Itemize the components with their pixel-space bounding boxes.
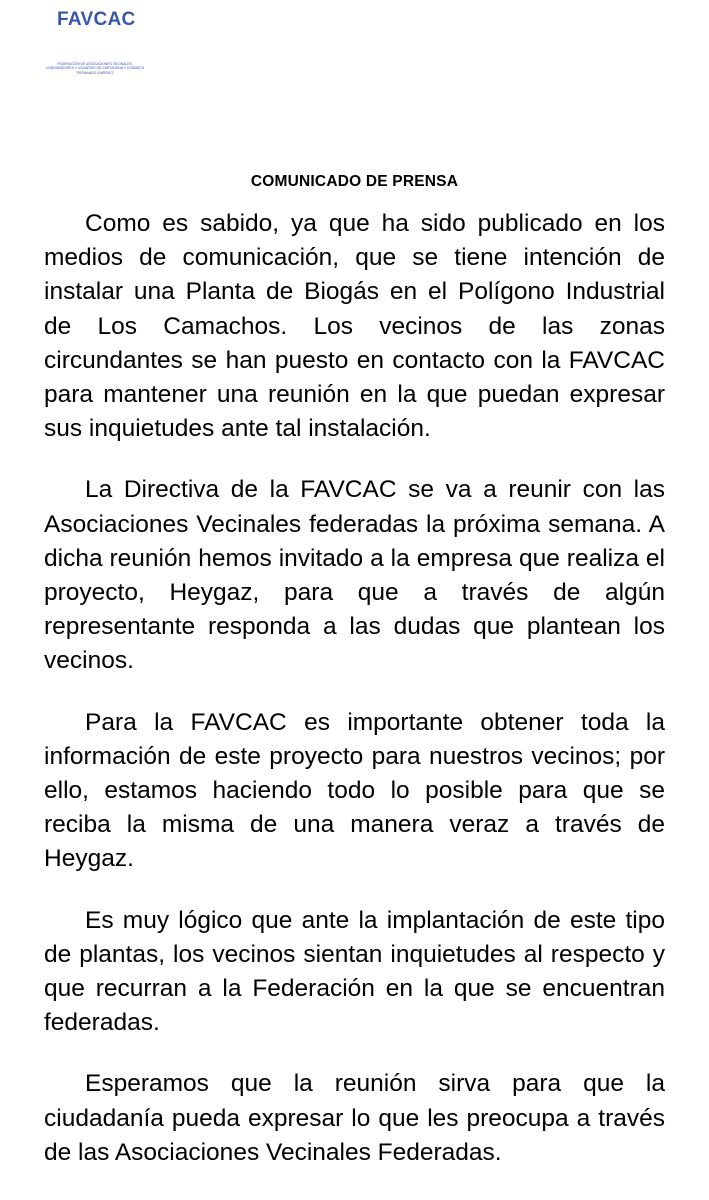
paragraph-2: La Directiva de la FAVCAC se va a reunir con las Asociaciones Vecinales federadas la próxima semana. A dicha reunión hemos invitado a la empresa que realiza el proyecto, Heygaz, para que a través de algún representante responda a las dudas que plantean los vecinos. bbox=[44, 476, 665, 675]
paragraph-1: Como es sabido, ya que ha sido publicado en los medios de comunicación, que se tiene intención de instalar una Planta de Biogás en el Polígono Industrial de Los Camachos. Los vecinos de las zonas circundantes se han puesto en contacto con la FAVCAC para mantener una reunión en la que puedan expresar sus inquietudes ante tal instalación. bbox=[44, 210, 665, 443]
paragraph-4: Es muy lógico que ante la implantación de este tipo de plantas, los vecinos sientan inquietudes al respecto y que recurran a la Federación en la que se encuentran federadas. bbox=[44, 906, 665, 1037]
favcac-logo bbox=[40, 8, 170, 75]
page-title: COMUNICADO DE PRENSA bbox=[250, 173, 459, 190]
logo-subtitle: FEDERACIÓN DE ASOCIACIONES VECINALES, CONSUMIDORES Y USUARIOS DE CARTAGENA Y COMARCA "FERNANDO GARRIDO" bbox=[45, 62, 145, 75]
paragraph-3: Para la FAVCAC es importante obtener toda la información de este proyecto para nuestros vecinos; por ello, estamos haciendo todo lo posible para que se reciba la misma de una manera veraz a través de Heygaz. bbox=[44, 708, 665, 873]
press-release-body bbox=[44, 207, 665, 1170]
logo-wordmark: FAVCAC bbox=[57, 9, 136, 30]
paragraph-5: Esperamos que la reunión sirva para que la ciudadanía pueda expresar lo que les preocupa a través de las Asociaciones Vecinales Federadas. bbox=[44, 1070, 665, 1166]
